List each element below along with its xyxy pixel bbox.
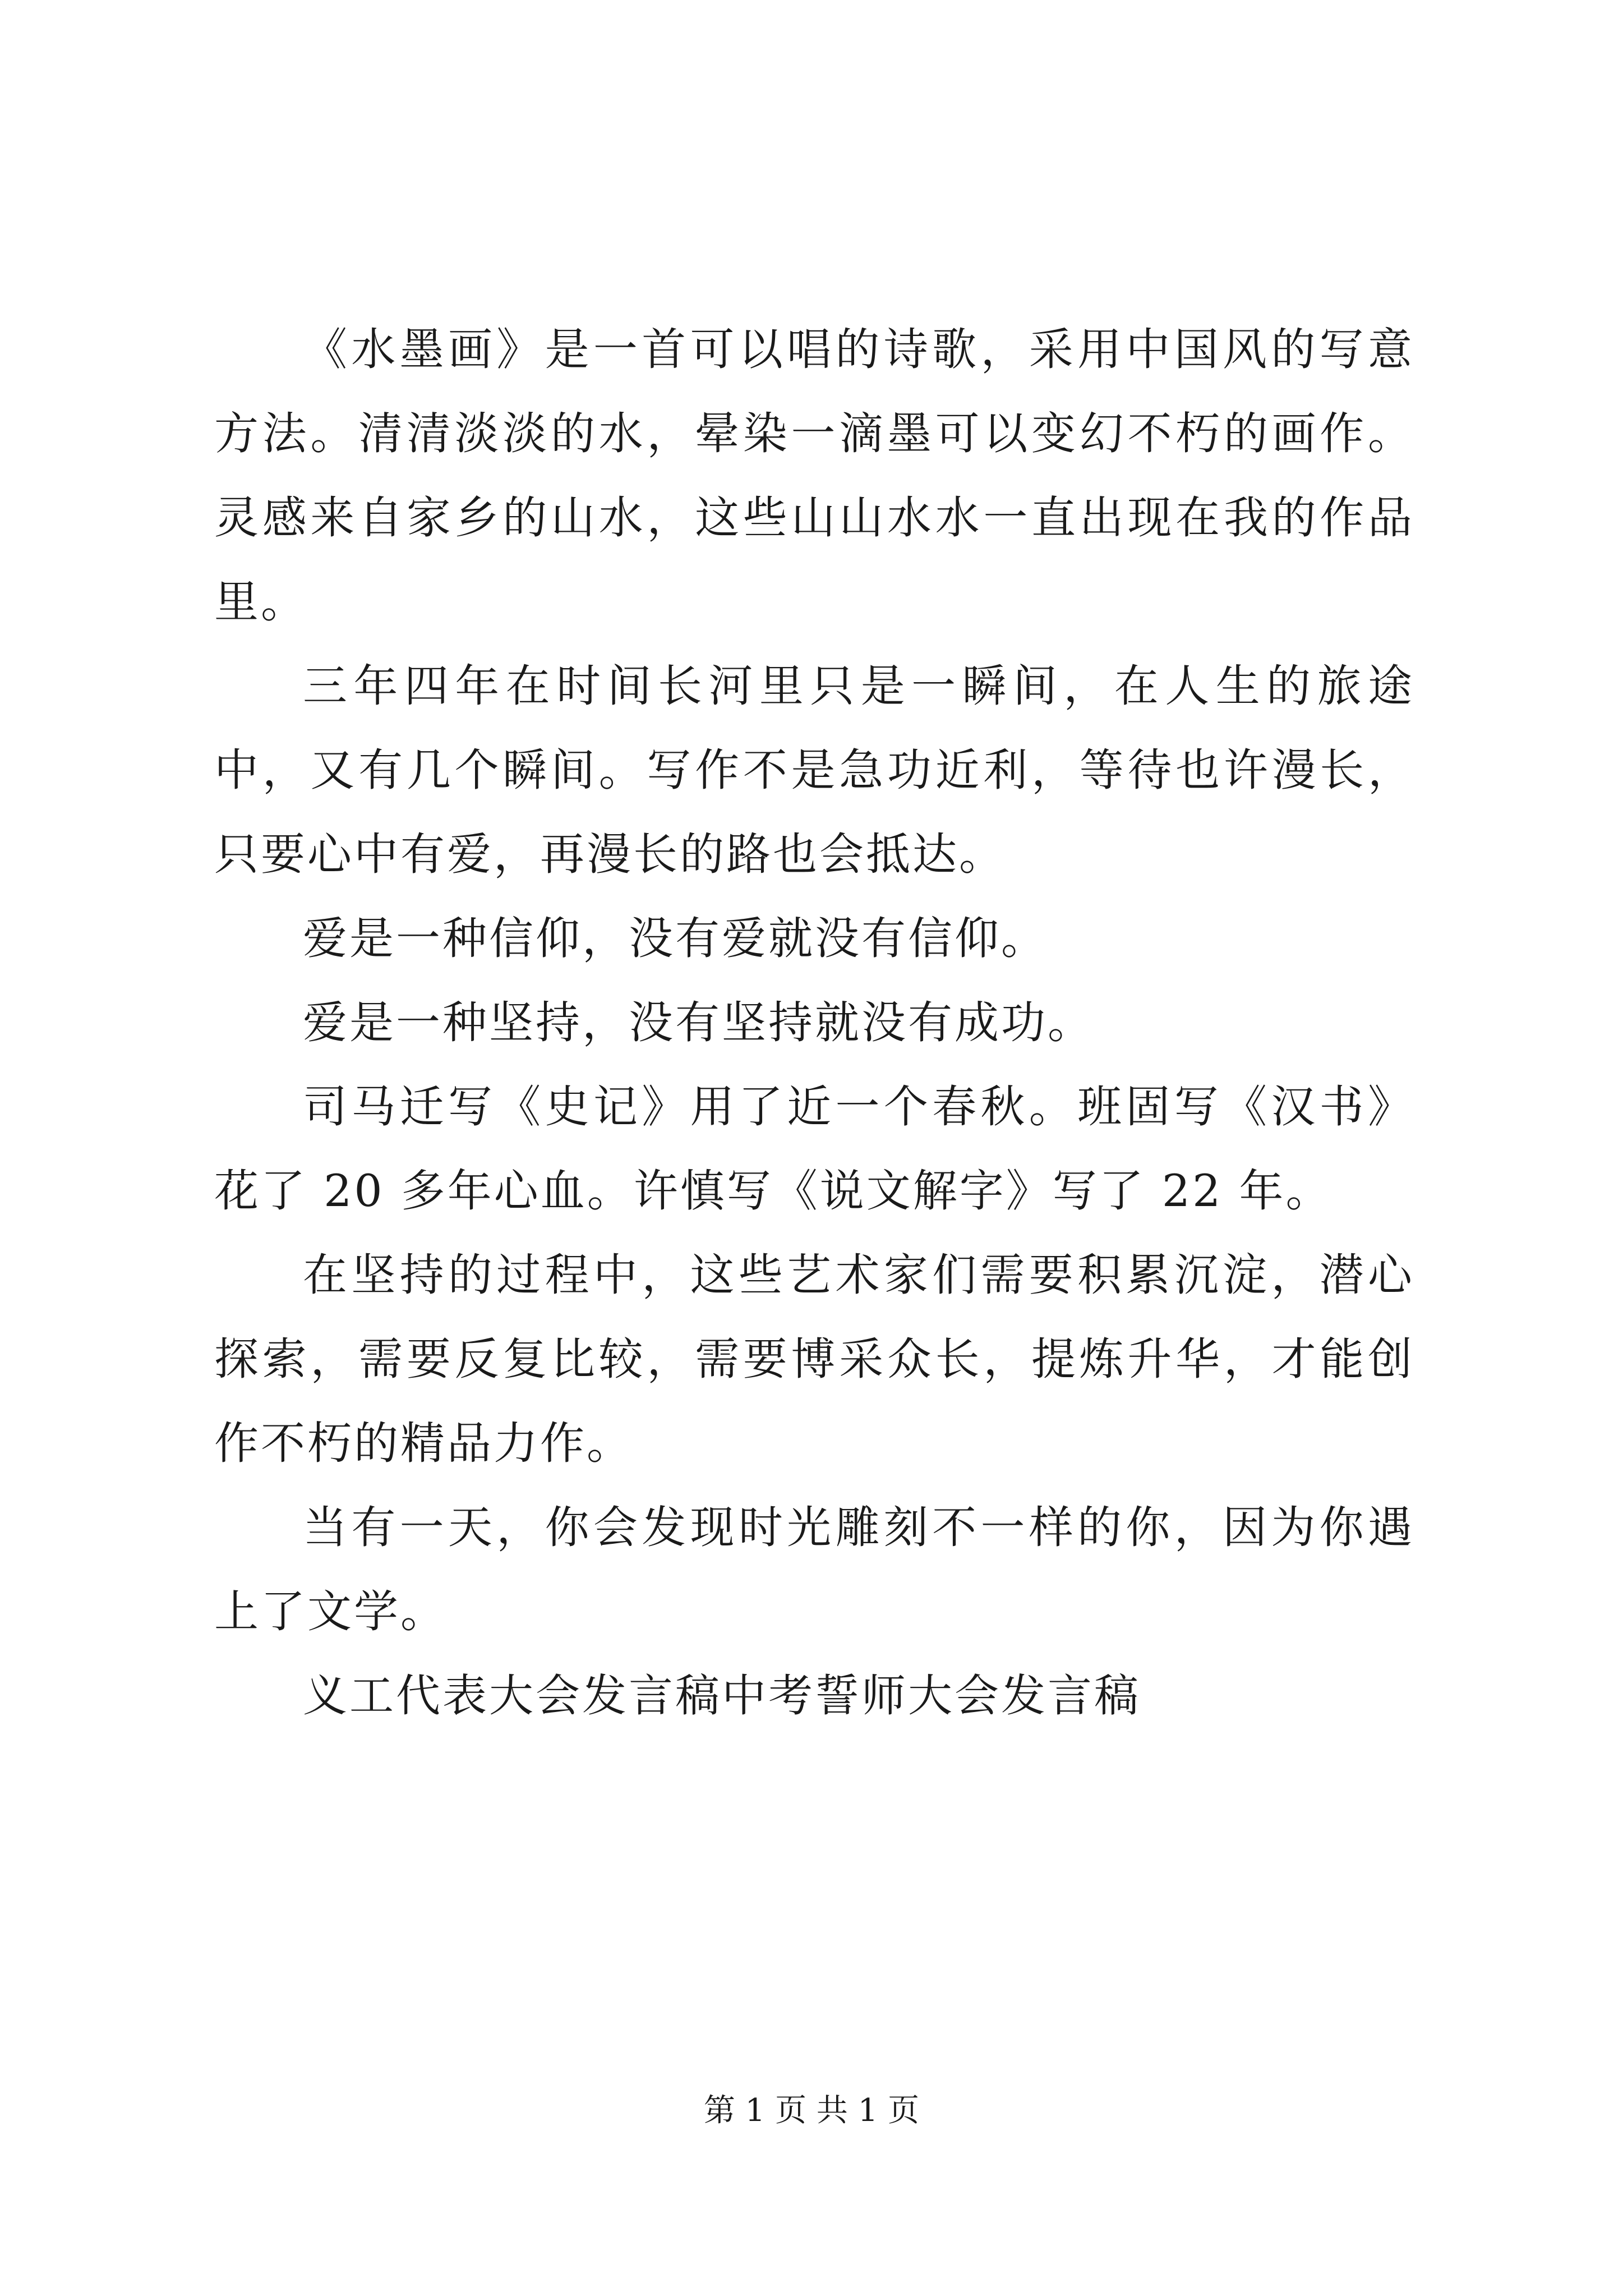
paragraph-7: 当有一天，你会发现时光雕刻不一样的你，因为你遇上了文学。 <box>214 1502 1414 1637</box>
paragraph-8: 义工代表大会发言稿中考誓师大会发言稿 <box>303 1670 1141 1722</box>
page-footer: 第 1 页 共 1 页 <box>703 2092 920 2129</box>
paragraph-1: 《水墨画》是一首可以唱的诗歌，采用中国风的写意方法。清清淡淡的水，晕染一滴墨可以变幻不朽的画作。灵感来自家乡的山水，这些山山水水一直出现在我的作品里。 <box>214 324 1414 628</box>
paragraph-4: 爱是一种坚持，没有坚持就没有成功。 <box>303 997 1094 1048</box>
paragraph-3: 爱是一种信仰，没有爱就没有信仰。 <box>303 913 1048 964</box>
paragraph-6: 在坚持的过程中，这些艺术家们需要积累沉淀，潜心探索，需要反复比较，需要博采众长，提炼升华，才能创作不朽的精品力作。 <box>214 1249 1414 1469</box>
document-body <box>214 307 1414 1738</box>
paragraph-2: 三年四年在时间长河里只是一瞬间，在人生的旅途中，又有几个瞬间。写作不是急功近利，等待也许漫长，只要心中有爱，再漫长的路也会抵达。 <box>214 660 1414 880</box>
paragraph-5: 司马迁写《史记》用了近一个春秋。班固写《汉书》花了 20 多年心血。许慎写《说文解字》写了 22 年。 <box>214 1081 1414 1217</box>
